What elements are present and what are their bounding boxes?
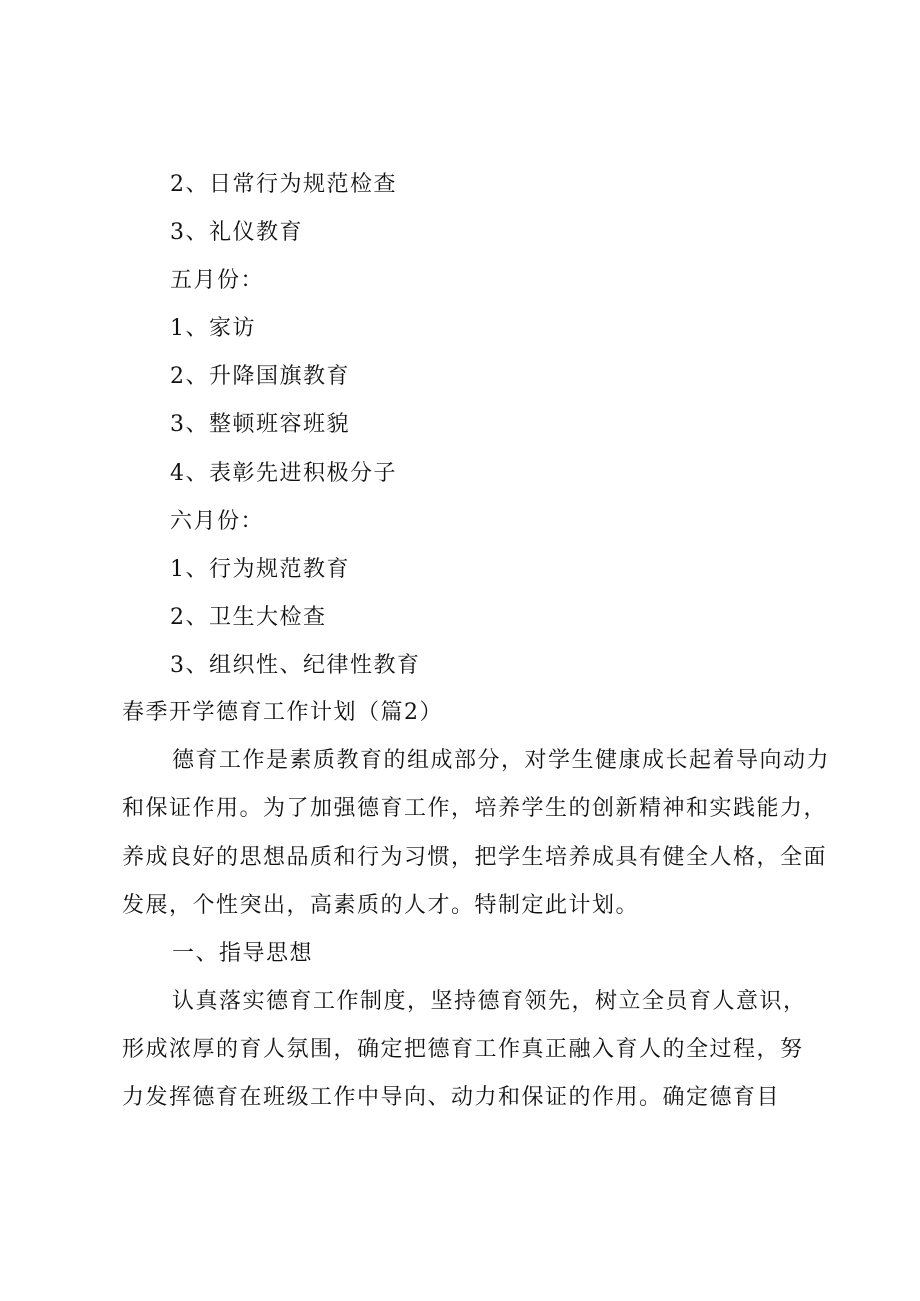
paragraph-line: 和保证作用。为了加强德育工作，培养学生的创新精神和实践能力， <box>122 796 828 821</box>
june-heading: 六月份： <box>170 509 265 534</box>
paragraph-line: 认真落实德育工作制度，坚持德育领先，树立全员育人意识， <box>172 989 807 1014</box>
list-item: 1、行为规范教育 <box>170 557 350 582</box>
paragraph-line: 力发挥德育在班级工作中导向、动力和保证的作用。确定德育目 <box>122 1085 781 1110</box>
list-item: 3、礼仪教育 <box>170 220 303 245</box>
list-item: 2、卫生大检查 <box>170 605 327 630</box>
list-item: 2、日常行为规范检查 <box>170 172 397 197</box>
paragraph-line: 养成良好的思想品质和行为习惯，把学生培养成具有健全人格，全面 <box>122 845 828 870</box>
paragraph-line: 发展，个性突出，高素质的人才。特制定此计划。 <box>122 893 640 918</box>
section-title: 春季开学德育工作计划（篇2） <box>122 700 443 725</box>
list-item: 4、表彰先进积极分子 <box>170 461 397 486</box>
list-item: 2、升降国旗教育 <box>170 364 350 389</box>
list-item: 1、家访 <box>170 316 256 341</box>
list-item: 3、整顿班容班貌 <box>170 412 350 437</box>
may-heading: 五月份： <box>170 268 265 293</box>
paragraph-line: 形成浓厚的育人氛围，确定把德育工作真正融入育人的全过程，努 <box>122 1037 804 1062</box>
paragraph-line: 德育工作是素质教育的组成部分，对学生健康成长起着导向动力 <box>172 748 831 773</box>
section-heading: 一、指导思想 <box>172 941 314 966</box>
list-item: 3、组织性、纪律性教育 <box>170 653 421 678</box>
